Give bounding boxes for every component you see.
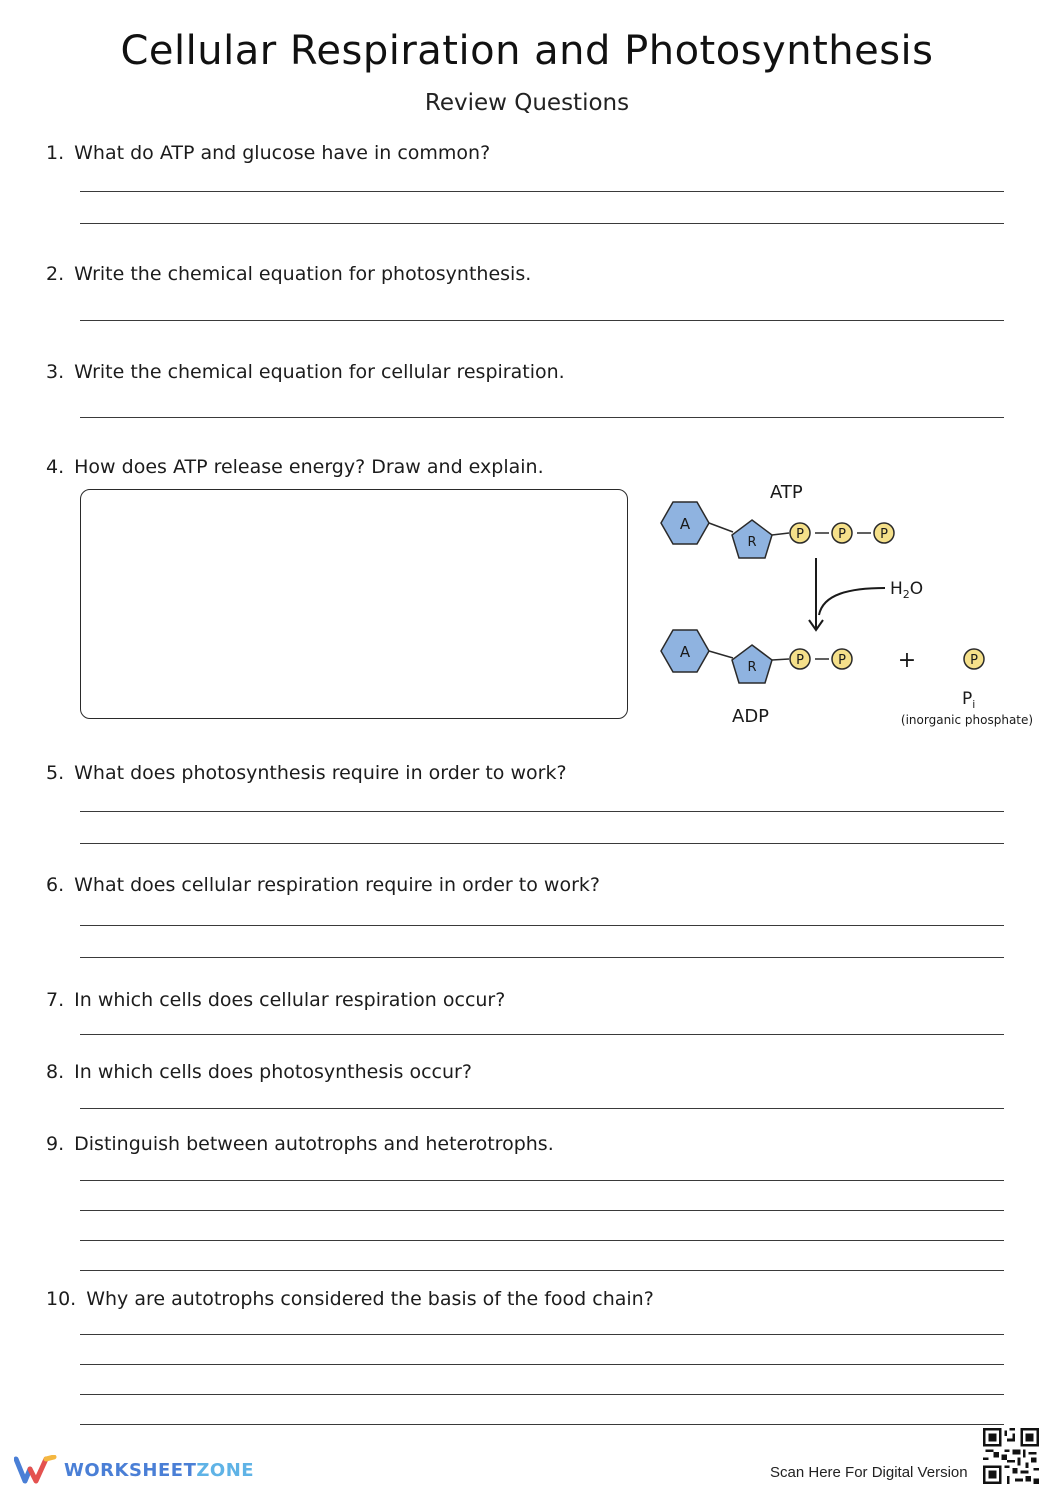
question-text: How does ATP release energy? Draw and explain.	[74, 456, 544, 478]
adenine-label: A	[679, 515, 691, 533]
question-number: 10.	[46, 1288, 77, 1310]
question-10	[46, 1288, 654, 1310]
question-number: 9.	[46, 1133, 65, 1155]
answer-line[interactable]	[80, 811, 1004, 812]
atp-label: ATP	[770, 482, 803, 503]
question-6	[46, 874, 600, 896]
atp-hydrolysis-diagram	[655, 470, 1050, 740]
question-2	[46, 263, 531, 285]
adp-label: ADP	[732, 706, 770, 727]
question-8	[46, 1061, 472, 1083]
ribose-label: R	[747, 535, 757, 550]
answer-line[interactable]	[80, 1364, 1004, 1365]
answer-line[interactable]	[80, 191, 1004, 192]
pi-note: (inorganic phosphate)	[900, 713, 1034, 727]
water-label: $H_2O$	[890, 579, 924, 601]
adenine-label: A	[679, 643, 691, 661]
question-text: Distinguish between autotrophs and heterotrophs.	[74, 1133, 554, 1155]
question-text: Write the chemical equation for photosynthesis.	[74, 263, 532, 285]
answer-line[interactable]	[80, 320, 1004, 321]
answer-line[interactable]	[80, 1240, 1004, 1241]
scan-text: Scan Here For Digital Version	[770, 1464, 968, 1481]
w-checkmark-logo-icon	[14, 1455, 58, 1485]
question-text: What do ATP and glucose have in common?	[74, 142, 491, 164]
question-7	[46, 989, 505, 1011]
question-number: 7.	[46, 989, 65, 1011]
question-text: Write the chemical equation for cellular respiration.	[74, 361, 565, 383]
answer-line[interactable]	[80, 925, 1004, 926]
question-1	[46, 142, 490, 164]
answer-line[interactable]	[80, 1210, 1004, 1211]
water-curve-arrow	[819, 588, 885, 615]
question-number: 6.	[46, 874, 65, 896]
answer-line[interactable]	[80, 1424, 1004, 1425]
answer-line[interactable]	[80, 1394, 1004, 1395]
phosphate-label: P	[880, 527, 888, 542]
question-4	[46, 456, 544, 478]
brand-part2: ZONE	[196, 1459, 255, 1481]
question-text: In which cells does photosynthesis occur?	[74, 1061, 472, 1083]
question-5	[46, 762, 567, 784]
pi-label: $P_i$	[962, 689, 976, 711]
question-text: Why are autotrophs considered the basis of the food chain?	[86, 1288, 654, 1310]
question-text: What does cellular respiration require in order to work?	[74, 874, 600, 896]
question-3	[46, 361, 565, 383]
phosphate-label: P	[838, 653, 846, 668]
question-number: 1.	[46, 142, 65, 164]
question-number: 5.	[46, 762, 65, 784]
phosphate-label: P	[970, 653, 978, 668]
question-number: 8.	[46, 1061, 65, 1083]
answer-line[interactable]	[80, 1034, 1004, 1035]
page-subtitle: Review Questions	[424, 90, 630, 116]
plus-sign: +	[897, 648, 917, 673]
answer-line[interactable]	[80, 1270, 1004, 1271]
answer-line[interactable]	[80, 223, 1004, 224]
qr-code-icon[interactable]	[983, 1428, 1039, 1484]
answer-line[interactable]	[80, 843, 1004, 844]
brand-part1: WORKSHEET	[64, 1459, 197, 1481]
bond	[772, 533, 789, 535]
answer-line[interactable]	[80, 1334, 1004, 1335]
question-number: 4.	[46, 456, 65, 478]
ribose-label: R	[747, 660, 757, 675]
bond	[709, 523, 733, 532]
answer-line[interactable]	[80, 1180, 1004, 1181]
drawing-box[interactable]	[80, 489, 628, 719]
question-9	[46, 1133, 554, 1155]
answer-line[interactable]	[80, 1108, 1004, 1109]
question-number: 2.	[46, 263, 65, 285]
phosphate-label: P	[796, 527, 804, 542]
bond	[709, 651, 733, 658]
question-text: What does photosynthesis require in order to work?	[74, 762, 567, 784]
answer-line[interactable]	[80, 957, 1004, 958]
question-number: 3.	[46, 361, 65, 383]
bond	[772, 659, 789, 660]
answer-line[interactable]	[80, 417, 1004, 418]
phosphate-label: P	[796, 653, 804, 668]
page-title: Cellular Respiration and Photosynthesis	[120, 28, 934, 74]
worksheetzone-logo[interactable]	[14, 1452, 254, 1488]
phosphate-label: P	[838, 527, 846, 542]
question-text: In which cells does cellular respiration occur?	[74, 989, 506, 1011]
